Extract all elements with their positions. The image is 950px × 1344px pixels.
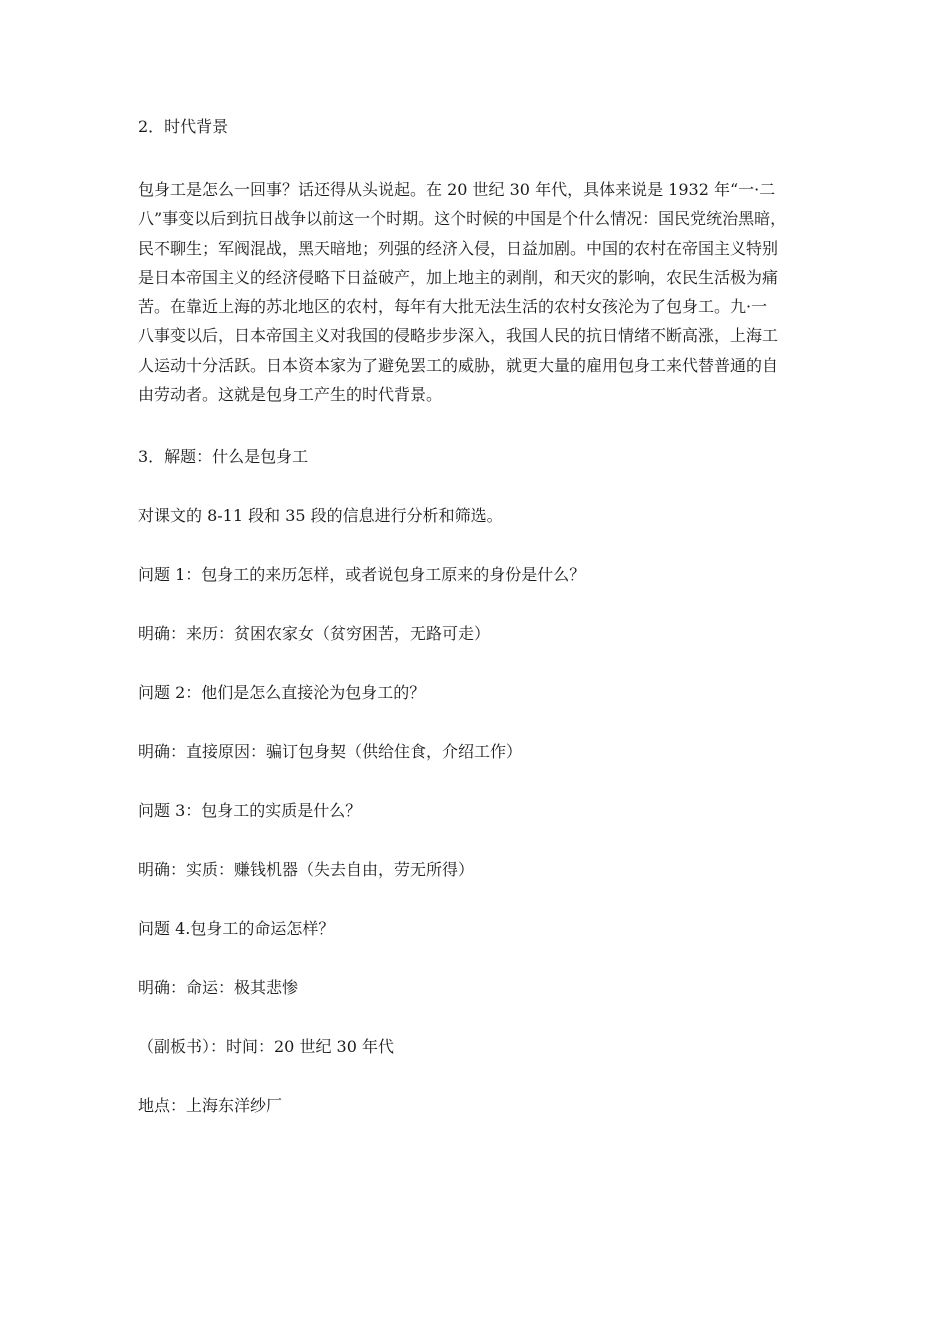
question-3: 问题 3：包身工的实质是什么？ bbox=[138, 801, 362, 821]
section-3-heading: 3．解题：什么是包身工 bbox=[138, 447, 309, 467]
section-3-intro: 对课文的 8-11 段和 35 段的信息进行分析和筛选。 bbox=[138, 506, 503, 526]
paragraph-line: 包身工是怎么一回事？话还得从头说起。在 20 世纪 30 年代，具体来说是 1932 年“一·二 bbox=[138, 180, 776, 199]
sub-board-note: （副板书）：时间：20 世纪 30 年代 bbox=[138, 1037, 394, 1057]
paragraph-line: 民不聊生；军阀混战，黑天暗地；列强的经济入侵，日益加剧。中国的农村在帝国主义特别 bbox=[138, 238, 779, 258]
answer-3: 明确：实质：赚钱机器（失去自由，劳无所得） bbox=[138, 860, 475, 880]
question-4: 问题 4.包身工的命运怎样？ bbox=[138, 919, 335, 939]
question-2: 问题 2：他们是怎么直接沦为包身工的？ bbox=[138, 683, 426, 703]
paragraph-line: 八”事变以后到抗日战争以前这一个时期。这个时候的中国是个什么情况：国民党统治黑暗， bbox=[138, 209, 787, 229]
document-body bbox=[138, 116, 818, 1117]
paragraph-line: 人运动十分活跃。日本资本家为了避免罢工的威胁，就更大量的雇用包身工来代替普通的自 bbox=[138, 355, 779, 375]
section-2-heading: 2．时代背景 bbox=[138, 117, 229, 136]
answer-1: 明确：来历：贫困农家女（贫穷困苦，无路可走） bbox=[138, 624, 491, 644]
answer-2: 明确：直接原因：骗订包身契（供给住食，介绍工作） bbox=[138, 742, 523, 762]
paragraph-line: 苦。在靠近上海的苏北地区的农村，每年有大批无法生活的农村女孩沦为了包身工。九·一 bbox=[138, 297, 768, 317]
answer-4: 明确：命运：极其悲惨 bbox=[138, 978, 299, 998]
question-1: 问题 1：包身工的来历怎样，或者说包身工原来的身份是什么？ bbox=[138, 565, 586, 585]
place-note: 地点：上海东洋纱厂 bbox=[138, 1096, 283, 1116]
paragraph-line: 八事变以后，日本帝国主义对我国的侵略步步深入，我国人民的抗日情绪不断高涨，上海工 bbox=[138, 326, 779, 346]
paragraph-line: 由劳动者。这就是包身工产生的时代背景。 bbox=[138, 385, 443, 405]
section-2-paragraph bbox=[138, 175, 818, 409]
paragraph-line: 是日本帝国主义的经济侵略下日益破产，加上地主的剥削，和天灾的影响，农民生活极为痛 bbox=[138, 267, 779, 287]
